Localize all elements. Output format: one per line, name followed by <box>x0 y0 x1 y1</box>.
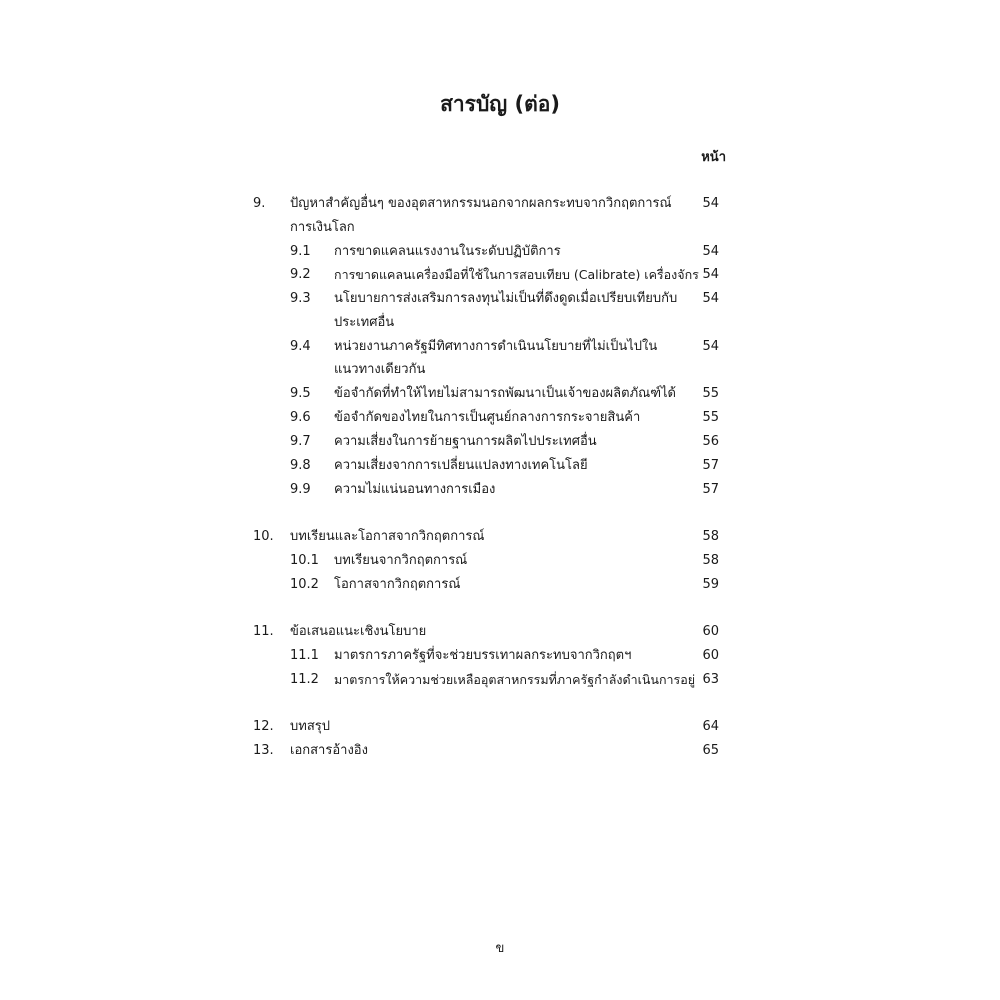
toc-entry-9-7-title: ความเสี่ยงในการย้ายฐานการผลิตไปประเทศอื่น <box>334 434 597 449</box>
toc-entry-9-4-page: 54 <box>702 339 719 354</box>
toc-entry-9-7-number: 9.7 <box>290 434 311 449</box>
toc-entry-9-2-title: การขาดแคลนเครื่องมือที่ใช้ในการสอบเทียบ (Calibrate) เครื่องจักร <box>334 267 699 282</box>
toc-entry-10-2-number: 10.2 <box>290 577 319 592</box>
toc-entry-11-2-title: มาตรการให้ความช่วยเหลืออุตสาหกรรมที่ภาครัฐกำลังดำเนินการอยู่ <box>334 672 696 687</box>
toc-entry-11-1-page: 60 <box>702 648 719 663</box>
toc-entry-9-title-cont: การเงินโลก <box>290 220 355 235</box>
toc-entry-9-5-title: ข้อจำกัดที่ทำให้ไทยไม่สามารถพัฒนาเป็นเจ้าของผลิตภัณฑ์ได้ <box>334 386 676 401</box>
toc-entry-12-title: บทสรุป <box>290 719 330 734</box>
toc-entry-10-1-number: 10.1 <box>290 553 319 568</box>
toc-entry-9-number: 9. <box>253 196 266 211</box>
toc-entry-9-1-title: การขาดแคลนแรงงานในระดับปฏิบัติการ <box>334 244 561 259</box>
toc-entry-11-page: 60 <box>702 624 719 639</box>
toc-entry-9-9-page: 57 <box>702 482 719 497</box>
toc-entry-10-page: 58 <box>702 529 719 544</box>
toc-entry-9-6-title: ข้อจำกัดของไทยในการเป็นศูนย์กลางการกระจายสินค้า <box>334 410 641 425</box>
toc-entry-10-2-title: โอกาสจากวิกฤตการณ์ <box>334 577 461 592</box>
toc-entry-9-4-title: หน่วยงานภาครัฐมีทิศทางการดำเนินนโยบายที่ไม่เป็นไปใน <box>334 339 658 354</box>
toc-entry-9-6-number: 9.6 <box>290 410 311 425</box>
toc-entry-9-3-title-cont: ประเทศอื่น <box>334 315 395 330</box>
toc-entry-11-number: 11. <box>253 624 274 639</box>
toc-entry-9-4-title-cont: แนวทางเดียวกัน <box>334 362 426 377</box>
toc-entry-13-number: 13. <box>253 743 274 758</box>
toc-entry-9-7-page: 56 <box>702 434 719 449</box>
toc-entry-10-1-page: 58 <box>702 553 719 568</box>
toc-entry-9-1-number: 9.1 <box>290 244 311 259</box>
toc-entry-12-page: 64 <box>702 719 719 734</box>
toc-entry-9-3-title: นโยบายการส่งเสริมการลงทุนไม่เป็นที่ดึงดูดเมื่อเปรียบเทียบกับ <box>334 291 678 306</box>
toc-entry-11-1-number: 11.1 <box>290 648 319 663</box>
toc-entry-9-5-number: 9.5 <box>290 386 311 401</box>
toc-entry-9-2-page: 54 <box>702 267 719 282</box>
page-column-header: หน้า <box>701 150 726 165</box>
toc-entry-9-2-number: 9.2 <box>290 267 311 282</box>
toc-entry-9-1-page: 54 <box>702 244 719 259</box>
toc-entry-9-8-page: 57 <box>702 458 719 473</box>
toc-entry-10-title: บทเรียนและโอกาสจากวิกฤตการณ์ <box>290 529 485 544</box>
toc-entry-9-6-page: 55 <box>702 410 719 425</box>
toc-entry-11-title: ข้อเสนอแนะเชิงนโยบาย <box>290 624 427 639</box>
toc-entry-9-3-page: 54 <box>702 291 719 306</box>
page-title: สารบัญ (ต่อ) <box>440 92 560 116</box>
toc-entry-10-2-page: 59 <box>702 577 719 592</box>
toc-entry-10-number: 10. <box>253 529 274 544</box>
toc-entry-13-title: เอกสารอ้างอิง <box>290 743 368 758</box>
toc-entry-9-4-number: 9.4 <box>290 339 311 354</box>
page-footer-number: ข <box>495 941 505 956</box>
toc-entry-12-number: 12. <box>253 719 274 734</box>
toc-entry-9-9-number: 9.9 <box>290 482 311 497</box>
toc-entry-11-2-number: 11.2 <box>290 672 319 687</box>
toc-entry-9-9-title: ความไม่แน่นอนทางการเมือง <box>334 482 496 497</box>
toc-entry-9-page: 54 <box>702 196 719 211</box>
toc-entry-9-title: ปัญหาสำคัญอื่นๆ ของอุตสาหกรรมนอกจากผลกระทบจากวิกฤตการณ์ <box>290 196 672 211</box>
toc-entry-9-8-title: ความเสี่ยงจากการเปลี่ยนแปลงทางเทคโนโลยี <box>334 458 588 473</box>
toc-entry-13-page: 65 <box>702 743 719 758</box>
toc-entry-11-2-page: 63 <box>702 672 719 687</box>
toc-entry-9-5-page: 55 <box>702 386 719 401</box>
toc-entry-9-8-number: 9.8 <box>290 458 311 473</box>
toc-entry-9-3-number: 9.3 <box>290 291 311 306</box>
toc-entry-10-1-title: บทเรียนจากวิกฤตการณ์ <box>334 553 468 568</box>
toc-entry-11-1-title: มาตรการภาครัฐที่จะช่วยบรรเทาผลกระทบจากวิกฤตฯ <box>334 648 632 663</box>
